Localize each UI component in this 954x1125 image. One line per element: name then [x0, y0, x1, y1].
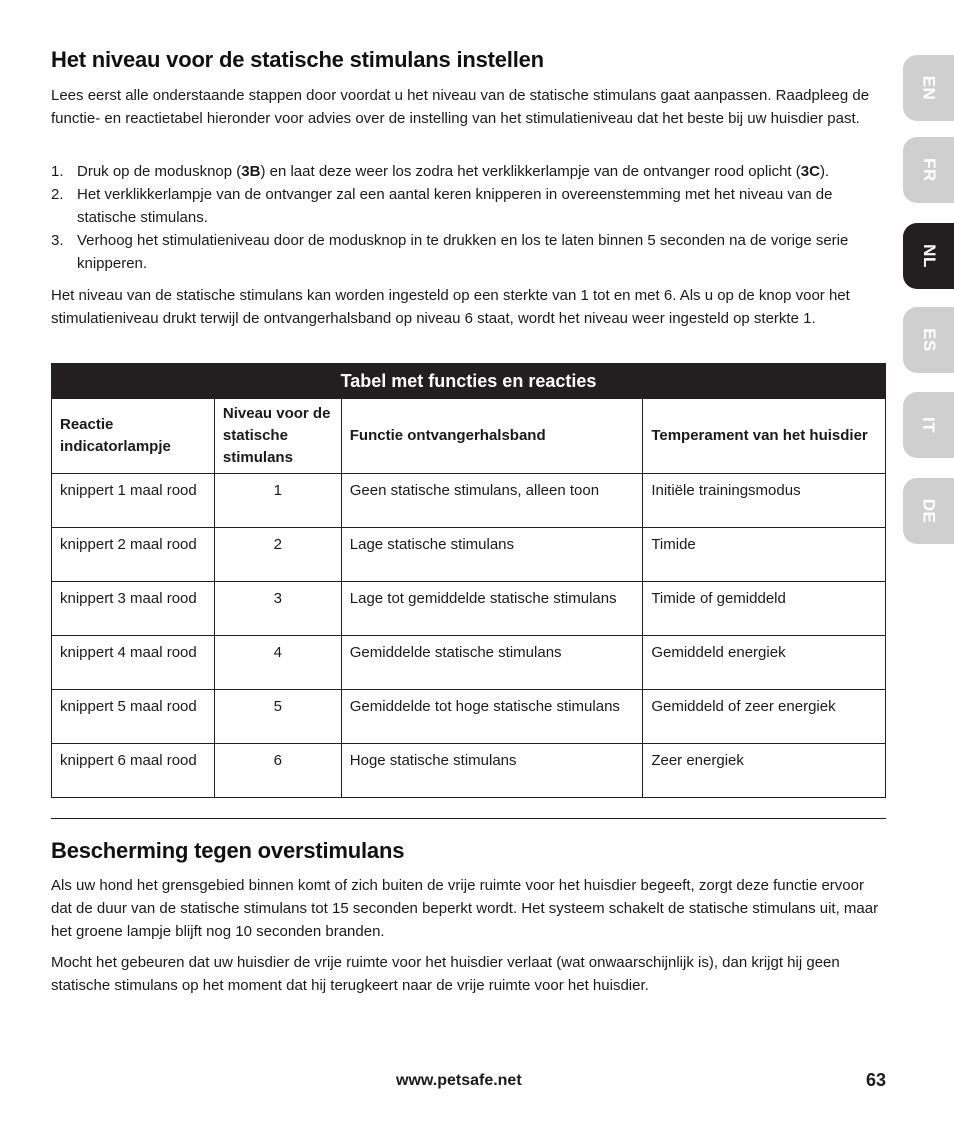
section-title-overstimulation: Bescherming tegen overstimulans	[51, 838, 405, 863]
table-title: Tabel met functies en reacties	[52, 364, 886, 399]
function-cell: Lage tot gemiddelde statische stimulans	[341, 582, 643, 636]
table-row	[52, 744, 886, 798]
language-tab-nl[interactable]	[903, 223, 954, 289]
table-row	[52, 636, 886, 690]
function-cell: Geen statische stimulans, alleen toon	[341, 474, 643, 528]
column-header: Functie ontvangerhalsband	[341, 399, 643, 474]
language-tab-label: IT	[919, 416, 939, 434]
language-tab-es[interactable]	[903, 307, 954, 373]
footer-url: www.petsafe.net	[396, 1072, 522, 1089]
language-tab-it[interactable]	[903, 392, 954, 458]
page-number: 63	[865, 1070, 886, 1090]
indicator-cell: knippert 3 maal rood	[52, 582, 215, 636]
indicator-cell: knippert 6 maal rood	[52, 744, 215, 798]
language-tab-en[interactable]	[903, 55, 954, 121]
intro-paragraph: Lees eerst alle onderstaande stappen door voordat u het niveau van de statische stimulans gaat aanpassen. Raadpleeg de functie- en reactietabel hieronder voor advies over de instelling van het stimulatieniveau dat het beste bij uw huisdier past.	[51, 87, 870, 127]
language-tab-label: DE	[919, 498, 939, 524]
column-header: Niveau voor de statische stimulans	[214, 399, 341, 474]
step-number: 2.	[51, 186, 64, 203]
function-cell: Lage statische stimulans	[341, 528, 643, 582]
column-header: Temperament van het huisdier	[643, 399, 886, 474]
step-text: Verhoog het stimulatieniveau door de modusknop in te drukken en los te laten binnen 5 seconden na de vorige serie knipperen.	[77, 232, 849, 272]
language-tab-fr[interactable]	[903, 137, 954, 203]
table-row	[52, 582, 886, 636]
steps-list	[51, 160, 886, 275]
step-item	[51, 229, 886, 275]
level-cell: 2	[214, 528, 341, 582]
language-tab-label: FR	[919, 158, 939, 182]
column-header: Reactie indicatorlampje	[52, 399, 215, 474]
temperament-cell: Initiële trainingsmodus	[643, 474, 886, 528]
indicator-cell: knippert 1 maal rood	[52, 474, 215, 528]
step-text: Druk op de modusknop (	[77, 163, 242, 180]
step-number: 3.	[51, 232, 64, 249]
temperament-cell: Timide of gemiddeld	[643, 582, 886, 636]
indicator-cell: knippert 2 maal rood	[52, 528, 215, 582]
temperament-cell: Zeer energiek	[643, 744, 886, 798]
step-number: 1.	[51, 163, 64, 180]
level-cell: 1	[214, 474, 341, 528]
section-title-static-level: Het niveau voor de statische stimulans instellen	[51, 47, 544, 72]
function-response-table	[51, 363, 886, 798]
language-tab-label: EN	[919, 75, 939, 101]
level-cell: 6	[214, 744, 341, 798]
level-cell: 4	[214, 636, 341, 690]
function-cell: Gemiddelde tot hoge statische stimulans	[341, 690, 643, 744]
language-tab-de[interactable]	[903, 478, 954, 544]
overstimulation-paragraph-2: Mocht het gebeuren dat uw huisdier de vrije ruimte voor het huisdier verlaat (wat onwaarschijnlijk is), dan krijgt hij geen statische stimulans op het moment dat hij terugkeert naar de vrije ruimte voor het huisdier.	[51, 954, 840, 994]
level-cell: 5	[214, 690, 341, 744]
temperament-cell: Gemiddeld energiek	[643, 636, 886, 690]
level-note-paragraph: Het niveau van de statische stimulans kan worden ingesteld op een sterkte van 1 tot en met 6. Als u op de knop voor het stimulatieniveau drukt terwijl de ontvangerhalsband op niveau 6 staat, wordt het niveau weer ingesteld op sterkte 1.	[51, 287, 850, 327]
indicator-cell: knippert 4 maal rood	[52, 636, 215, 690]
table-row	[52, 690, 886, 744]
function-cell: Gemiddelde statische stimulans	[341, 636, 643, 690]
function-cell: Hoge statische stimulans	[341, 744, 643, 798]
overstimulation-paragraph-1: Als uw hond het grensgebied binnen komt of zich buiten de vrije ruimte voor het huisdier begeeft, zorgt deze functie ervoor dat de duur van de statische stimulans tot 15 seconden beperkt wordt. Het systeem schakelt de statische stimulans uit, maar het groene lampje blijft nog 10 seconden branden.	[51, 877, 879, 940]
step-item	[51, 160, 886, 183]
temperament-cell: Gemiddeld of zeer energiek	[643, 690, 886, 744]
table-row	[52, 474, 886, 528]
step-text: Het verklikkerlampje van de ontvanger zal een aantal keren knipperen in overeenstemming met het niveau van de statische stimulans.	[77, 186, 833, 226]
step-ref-3c: 3C	[800, 163, 820, 180]
language-tab-label: NL	[919, 244, 939, 268]
step-text: ).	[819, 163, 830, 180]
section-divider	[51, 818, 886, 819]
language-tab-label: ES	[919, 328, 939, 352]
level-cell: 3	[214, 582, 341, 636]
indicator-cell: knippert 5 maal rood	[52, 690, 215, 744]
step-text: ) en laat deze weer los zodra het verklikkerlampje van de ontvanger rood oplicht (	[260, 163, 801, 180]
table-row	[52, 528, 886, 582]
step-ref-3b: 3B	[241, 163, 261, 180]
temperament-cell: Timide	[643, 528, 886, 582]
step-item	[51, 183, 886, 229]
